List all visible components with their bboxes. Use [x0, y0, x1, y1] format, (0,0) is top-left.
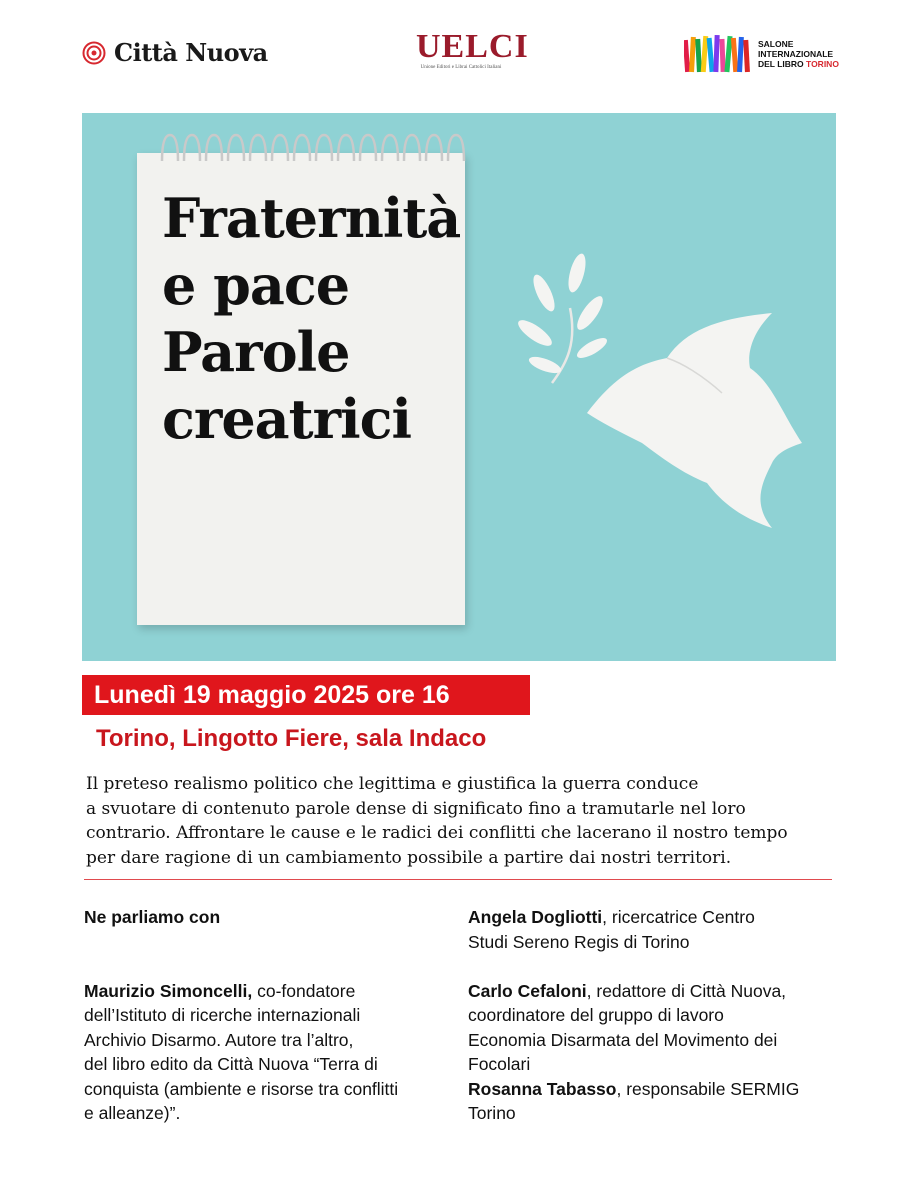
dove-icon	[515, 252, 802, 528]
section-divider	[84, 879, 832, 880]
speakers-right-column	[468, 905, 848, 1126]
citta-nuova-logo-text: Città Nuova	[114, 38, 268, 67]
event-description: Il preteso realismo politico che legittima e giustifica la guerra conduce a svuotare di contenuto parole dense di significato fino a tramutarle nel loro contrario. Affrontare le cause e le radici dei conflitti che lacerano il nostro tempo per dare ragione di un cambiamento possibile a partire dai nostri territori.	[86, 774, 788, 868]
salone-logo-text: SALONE INTERNAZIONALE DEL LIBRO TORINO	[758, 39, 839, 69]
speaker-simoncelli: Maurizio Simoncelli, co-fondatore dell’Istituto di ricerche internazionali Archivio Disarmo. Autore tra l’altro, del libro edito da Città Nuova “Terra di conquista (ambiente e risorse tra conflitti e alleanze)”.	[84, 980, 399, 1123]
salone-stripes-icon	[684, 34, 752, 74]
event-venue: Torino, Lingotto Fiere, sala Indaco	[96, 725, 487, 752]
speaker-tabasso: Rosanna Tabasso, responsabile SERMIG Torino	[468, 1078, 800, 1123]
uelci-logo	[416, 28, 529, 71]
hero-image	[82, 113, 836, 661]
notepad-spiral-icon	[162, 135, 464, 161]
speakers-left-column	[84, 905, 444, 1126]
speakers-intro: Ne parliamo con	[84, 907, 221, 927]
uelci-logo-subtitle: Unione Editori e Librai Cattolici Italiani	[420, 65, 502, 70]
event-date: Lunedì 19 maggio 2025 ore 16	[82, 675, 530, 715]
citta-nuova-logo	[82, 38, 268, 67]
speaker-cefaloni: Carlo Cefaloni, redattore di Città Nuova, coordinatore del gruppo di lavoro Economia Disarmata del Movimento dei Focolari	[468, 980, 787, 1074]
hero-title: Fraternità e pace Parole creatrici	[162, 186, 461, 451]
salone-libro-logo	[684, 34, 839, 74]
uelci-logo-text: UELCI	[416, 28, 529, 65]
citta-nuova-mark-icon	[82, 41, 106, 65]
speaker-dogliotti: Angela Dogliotti, ricercatrice Centro Studi Sereno Regis di Torino	[468, 907, 755, 952]
